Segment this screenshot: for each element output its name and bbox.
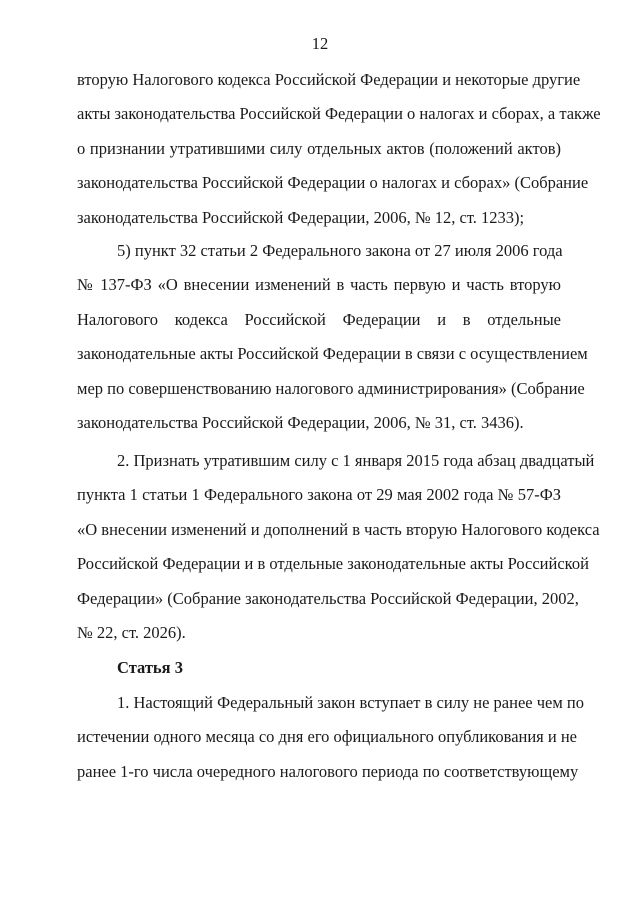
paragraph-article-3-item-1 [77, 686, 584, 789]
text-line: законодательства Российской Федерации о налогах и сборах» (Собрание [77, 173, 589, 193]
text-line: законодательства Российской Федерации, 2006, № 31, ст. 3436). [77, 412, 524, 432]
text-line: 2. Признать утратившим силу с 1 января 2015 года абзац двадцатый [117, 451, 595, 470]
article-title: Статья 3 [117, 658, 183, 677]
text-line: «О внесении изменений и дополнений в часть вторую Налогового кодекса [77, 519, 600, 539]
paragraph-item-2 [77, 444, 600, 650]
text-line: Российской Федерации и в отдельные законодательные акты Российской [77, 554, 589, 574]
text-line: законодательные акты Российской Федерации в связи с осуществлением [77, 344, 588, 364]
page-number: 12 [311, 34, 329, 53]
article-heading [77, 651, 561, 685]
text-line: № 137-ФЗ «О внесении изменений в часть первую и часть вторую [77, 275, 561, 295]
text-line: Налогового кодекса Российской Федерации и в отдельные [77, 309, 561, 329]
text-line: мер по совершенствованию налогового администрирования» (Собрание [77, 378, 585, 398]
text-line: о признании утратившими силу отдельных актов (положений актов) [77, 138, 561, 158]
text-line: № 22, ст. 2026). [77, 622, 186, 642]
text-line: истечении одного месяца со дня его официального опубликования и не [77, 727, 577, 747]
paragraph-item-5 [77, 234, 588, 440]
text-line: 1. Настоящий Федеральный закон вступает в силу не ранее чем по [117, 693, 584, 712]
text-line: ранее 1-го числа очередного налогового периода по соответствующему [77, 761, 579, 781]
paragraph-continuation [77, 63, 601, 235]
text-line: акты законодательства Российской Федерации о налогах и сборах, а также [77, 104, 601, 124]
text-line: 5) пункт 32 статьи 2 Федерального закона от 27 июля 2006 года [117, 241, 563, 260]
text-line: пункта 1 статьи 1 Федерального закона от 29 мая 2002 года № 57-ФЗ [77, 485, 561, 505]
text-line: вторую Налогового кодекса Российской Федерации и некоторые другие [77, 70, 581, 89]
text-line: законодательства Российской Федерации, 2006, № 12, ст. 1233); [77, 207, 525, 227]
text-line: Федерации» (Собрание законодательства Российской Федерации, 2002, [77, 588, 579, 608]
